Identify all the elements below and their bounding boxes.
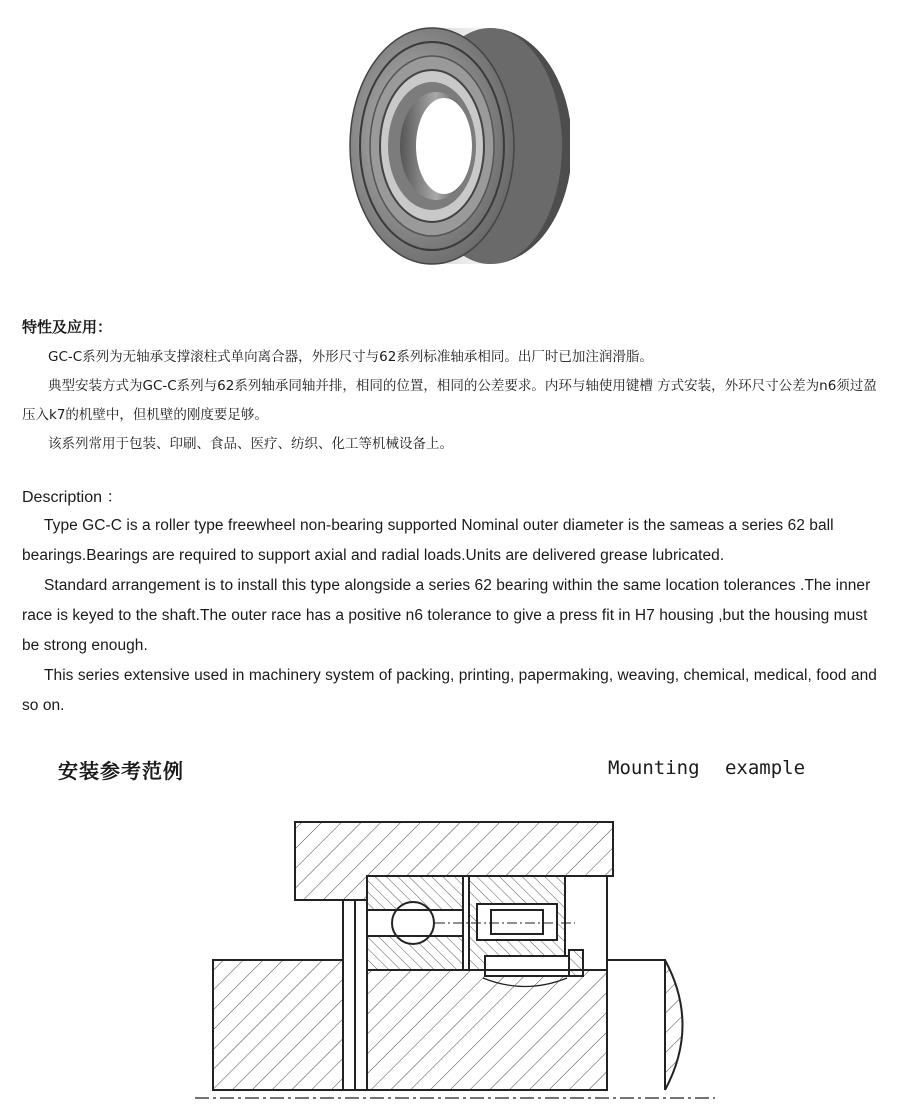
features-body	[22, 343, 882, 459]
shaft	[213, 960, 355, 1090]
description-paragraph: Standard arrangement is to install this type alongside a series 62 bearing within the same location tolerances .The inner race is keyed to the shaft.The outer race has a positive n6 tolerance to give a press fit in H7 housing ,but the housing must be strong enough.	[22, 577, 871, 654]
description-paragraph: This series extensive used in machinery system of packing, printing, papermaking, weaving, chemical, medical, food and so on.	[22, 667, 877, 714]
description-paragraph: Type GC-C is a roller type freewheel non-bearing supported Nominal outer diameter is the sameas a series 62 ball bearings.Bearings are required to support axial and radial loads.Units are delivered grease lubricated.	[22, 517, 834, 564]
description-body	[22, 511, 882, 721]
features-paragraph: 典型安装方式为GC-C系列与62系列轴承同轴并排，相同的位置，相同的公差要求。内环与轴使用键槽 方式安装，外环尺寸公差为n6须过盈压入k7的机壁中，但机壁的刚度要足够。	[22, 378, 877, 423]
mounting-title-en: Mounting example	[608, 757, 806, 779]
features-paragraph: GC-C系列为无轴承支撑滚柱式单向离合器，外形尺寸与62系列标准轴承相同。出厂时已加注润滑脂。	[48, 349, 653, 365]
features-heading: 特性及应用：	[22, 318, 113, 336]
features-paragraph: 该系列常用于包装、印刷、食品、医疗、纺织、化工等机械设备上。	[48, 436, 453, 452]
mounting-title-cn: 安装参考范例	[58, 759, 184, 783]
mounting-drawing	[195, 810, 715, 1110]
description-heading: Description ：	[22, 489, 123, 506]
bearing-photo	[340, 18, 570, 280]
